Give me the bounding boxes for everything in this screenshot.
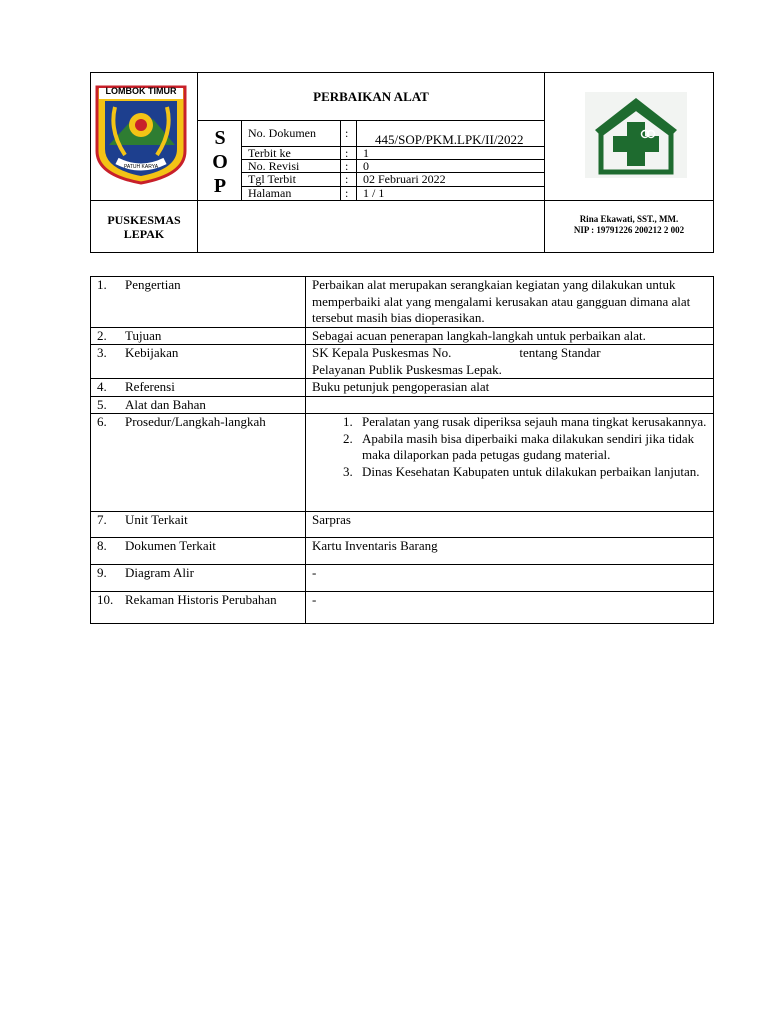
logo-text-top: LOMBOK TIMUR [105, 86, 177, 96]
meta-label-no-dokumen: No. Dokumen [248, 126, 316, 140]
row-text: SK Kepala Puskesmas No. tentang Standar Pelayanan Publik Puskesmas Lepak. [306, 345, 714, 379]
row-label: Prosedur/Langkah-langkah [125, 414, 266, 429]
sop-letters [205, 126, 235, 198]
table-row: 6. Prosedur/Langkah-langkah 1. Peralatan yang rusak diperiksa sejauh mana tingkat kerusakannya. 2. Apabila masih bisa diperbaiki maka dilakukan sendiri jika tidak maka dilaporkan pada petugas gudang material. 3. Dinas Kesehatan Kabupaten untuk dilakukan perbaikan lanjutan. [91, 414, 714, 512]
meta-value-no-dokumen: 445/SOP/PKM.LPK/II/2022 [375, 132, 524, 147]
row-text: Sebagai acuan penerapan langkah-langkah untuk perbaikan alat. [306, 327, 714, 345]
meta-value-tgl-terbit: 02 Februari 2022 [363, 172, 446, 186]
sop-content-table [90, 276, 714, 624]
document-title: PERBAIKAN ALAT [313, 89, 429, 104]
row-label: Pengertian [125, 277, 181, 292]
row-label: Unit Terkait [125, 512, 188, 527]
table-row: 8. Dokumen Terkait Kartu Inventaris Barang [91, 538, 714, 565]
sop-letter-s: S [214, 127, 226, 149]
table-row: 9. Diagram Alir - [91, 565, 714, 592]
meta-value-halaman: 1 / 1 [363, 186, 385, 200]
signer-name: Rina Ekawati, SST., MM. [579, 214, 679, 224]
meta-label-tgl-terbit: Tgl Terbit [248, 172, 296, 186]
row-label: Tujuan [125, 327, 162, 343]
signer-block [545, 214, 713, 236]
meta-label-halaman: Halaman [248, 186, 292, 200]
procedure-step: 3. Dinas Kesehatan Kabupaten untuk dilakukan perbaikan lanjutan. [356, 464, 709, 481]
sop-letter-p: P [213, 175, 227, 197]
row-label: Dokumen Terkait [125, 538, 216, 553]
institution-name: PUSKESMAS LEPAK [107, 213, 181, 241]
meta-sep: : [345, 146, 349, 160]
table-row: 2. Tujuan Sebagai acuan penerapan langkah-langkah untuk perbaikan alat. [91, 327, 714, 345]
signer-nip: NIP : 19791226 200212 2 002 [573, 225, 685, 235]
row-label: Diagram Alir [125, 565, 194, 580]
meta-sep: : [345, 186, 349, 200]
lombok-timur-logo [95, 85, 187, 185]
procedure-step: 1. Peralatan yang rusak diperiksa sejauh mana tingkat kerusakannya. [356, 414, 709, 431]
row-label: Alat dan Bahan [125, 396, 206, 412]
meta-label-no-revisi: No. Revisi [248, 159, 300, 173]
table-row: 1. Pengertian Perbaikan alat merupakan serangkaian kegiatan yang dilakukan untuk memperbaiki alat yang mengalami kerusakan atau gangguan dimana alat tersebut masih bias dioperasikan. [91, 277, 714, 328]
puskesmas-logo [585, 92, 687, 178]
row-text: Sarpras [306, 512, 714, 538]
table-row: 4. Referensi Buku petunjuk pengoperasian alat [91, 379, 714, 397]
row-label: Referensi [125, 379, 175, 394]
table-row: 3. Kebijakan SK Kepala Puskesmas No. tentang Standar Pelayanan Publik Puskesmas Lepak. [91, 345, 714, 379]
meta-value-terbit-ke: 1 [363, 146, 369, 160]
row-text: - [306, 565, 714, 592]
table-row: 7. Unit Terkait Sarpras [91, 512, 714, 538]
table-row: 5. Alat dan Bahan [91, 396, 714, 414]
row-text: - [306, 592, 714, 624]
sop-letter-o: O [212, 151, 228, 173]
row-label: Rekaman Historis Perubahan [125, 592, 277, 607]
meta-sep: : [345, 172, 349, 186]
procedure-step: 2. Apabila masih bisa diperbaiki maka dilakukan sendiri jika tidak maka dilaporkan pada petugas gudang material. [356, 431, 709, 464]
meta-sep: : [345, 159, 349, 173]
table-row: 10. Rekaman Historis Perubahan - [91, 592, 714, 624]
row-text: Kartu Inventaris Barang [306, 538, 714, 565]
row-text: Buku petunjuk pengoperasian alat [306, 379, 714, 397]
row-text [306, 396, 714, 414]
meta-label-terbit-ke: Terbit ke [248, 146, 291, 160]
row-text: Perbaikan alat merupakan serangkaian kegiatan yang dilakukan untuk memperbaiki alat yang mengalami kerusakan atau gangguan dimana alat tersebut masih bias dioperasikan. [306, 277, 714, 328]
meta-value-no-revisi: 0 [363, 159, 369, 173]
row-label: Kebijakan [125, 345, 179, 360]
meta-sep: : [345, 126, 349, 140]
logo-text-bottom: PATUH KARYA [123, 164, 159, 170]
procedure-steps [306, 414, 714, 512]
